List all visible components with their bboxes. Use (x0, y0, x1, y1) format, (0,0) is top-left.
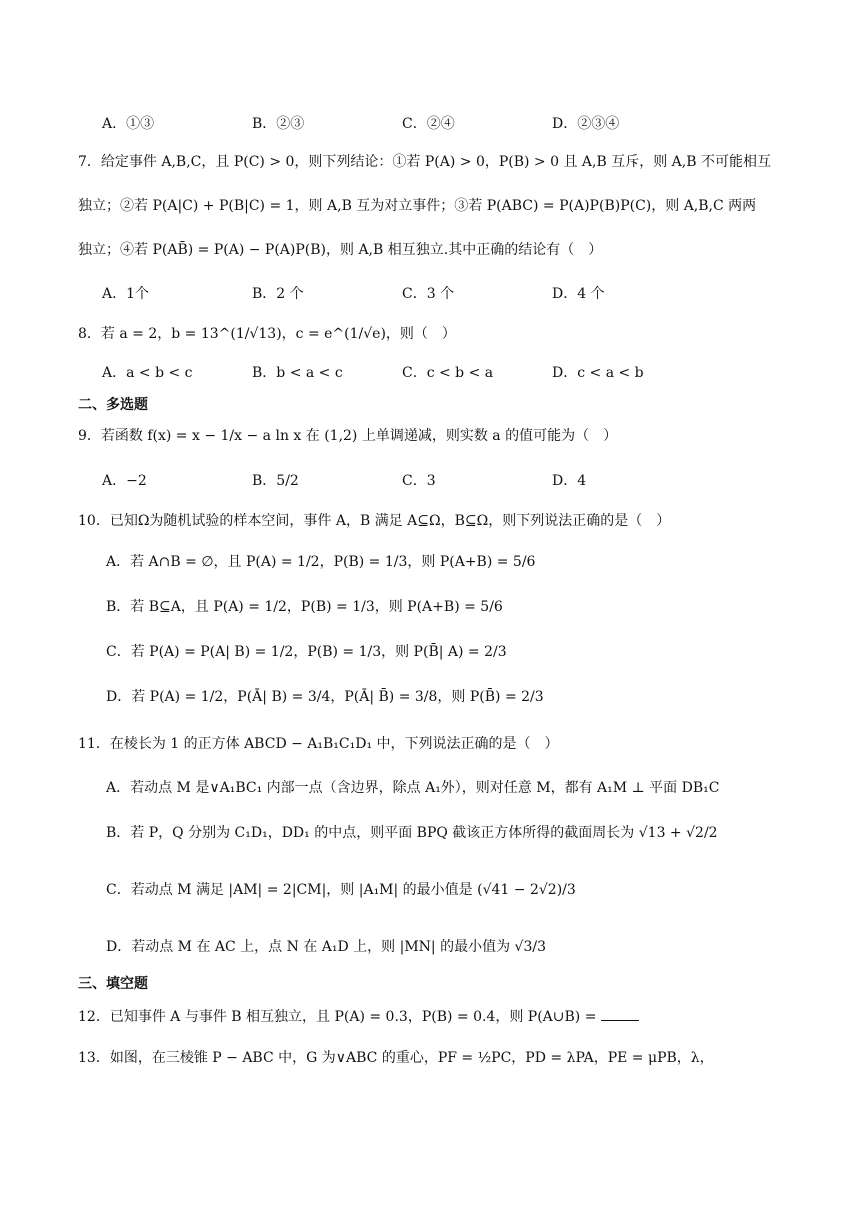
q7-options (102, 284, 702, 304)
q6-option-d: D．②③④ (552, 116, 620, 132)
q6-options (102, 114, 702, 134)
q7-option-c: C．3 个 (402, 286, 455, 302)
q11-option-c: C．若动点 M 满足 |AM| = 2|CM|，则 |A₁M| 的最小值是 (√41 − 2√2)/3 (106, 882, 576, 898)
q7-line-3: 独立；④若 P(AB̄) = P(A) − P(A)P(B)，则 A,B 相互独立.其中正确的结论有（ ） (78, 242, 603, 258)
q9-options (102, 471, 702, 491)
q8-option-a: A．a < b < c (102, 365, 193, 381)
q10-option-b: B．若 B⊆A，且 P(A) = 1/2，P(B) = 1/3，则 P(A+B) = 5/6 (106, 599, 503, 615)
q8-option-d: D．c < a < b (552, 365, 644, 381)
section-heading-multiple-choice: 二、多选题 (78, 397, 148, 413)
q10-option-c: C．若 P(A) = P(A| B) = 1/2，P(B) = 1/3，则 P(B̄| A) = 2/3 (106, 644, 507, 660)
q7-option-a: A．1个 (102, 286, 150, 302)
q8-options (102, 363, 702, 383)
q11-option-d: D．若动点 M 在 AC 上，点 N 在 A₁D 上，则 |MN| 的最小值为 √3/3 (106, 939, 547, 955)
section-heading-fill-in: 三、填空题 (78, 976, 148, 992)
q9-option-b: B．5/2 (252, 473, 299, 489)
q7-line-2: 独立；②若 P(A|C) + P(B|C) = 1，则 A,B 互为对立事件；③若 P(ABC) = P(A)P(B)P(C)，则 A,B,C 两两 (78, 198, 757, 214)
q10-stem: 10．已知Ω为随机试验的样本空间，事件 A，B 满足 A⊆Ω，B⊆Ω，则下列说法正确的是（ ） (78, 513, 671, 529)
q11-option-a: A．若动点 M 是∨A₁BC₁ 内部一点（含边界，除点 A₁外），则对任意 M，都有 A₁M ⊥ 平面 DB₁C (106, 780, 720, 796)
q11-option-b: B．若 P，Q 分别为 C₁D₁，DD₁ 的中点，则平面 BPQ 截该正方体所得的截面周长为 √13 + √2/2 (106, 825, 718, 841)
q9-stem: 9．若函数 f(x) = x − 1/x − a ln x 在 (1,2) 上单调递减，则实数 a 的值可能为（ ） (78, 428, 618, 444)
q7-option-b: B．2 个 (252, 286, 304, 302)
q12-answer-blank (601, 1006, 639, 1021)
q10-option-d: D．若 P(A) = 1/2，P(Ā| B) = 3/4，P(Ā| B̄) = 3/8，则 P(B̄) = 2/3 (106, 689, 544, 705)
q6-option-a: A．①③ (102, 116, 155, 132)
q8-option-c: C．c < b < a (402, 365, 494, 381)
q9-option-d: D．4 (552, 473, 587, 489)
q11-stem: 11．在棱长为 1 的正方体 ABCD − A₁B₁C₁D₁ 中，下列说法正确的是（ ） (78, 736, 559, 752)
q8-stem: 8．若 a = 2，b = 13^(1/√13)，c = e^(1/√e)，则（ ） (78, 326, 456, 342)
q7-line-1: 7．给定事件 A,B,C，且 P(C) > 0，则下列结论：①若 P(A) > 0，P(B) > 0 且 A,B 互斥，则 A,B 不可能相互 (78, 154, 771, 170)
q12-stem: 12．已知事件 A 与事件 B 相互独立，且 P(A) = 0.3，P(B) = 0.4，则 P(A∪B) = (78, 1009, 597, 1025)
q12-line (78, 1006, 828, 1027)
q6-option-b: B．②③ (252, 116, 305, 132)
q9-option-c: C．3 (402, 473, 436, 489)
q6-option-c: C．②④ (402, 116, 455, 132)
q10-option-a: A．若 A∩B = ∅，且 P(A) = 1/2，P(B) = 1/3，则 P(A+B) = 5/6 (106, 554, 536, 570)
q13-stem: 13．如图，在三棱锥 P − ABC 中，G 为∨ABC 的重心，PF = ½PC，PD = λPA，PE = μPB，λ， (78, 1050, 714, 1066)
q9-option-a: A．−2 (102, 473, 147, 489)
q7-option-d: D．4 个 (552, 286, 605, 302)
q8-option-b: B．b < a < c (252, 365, 343, 381)
